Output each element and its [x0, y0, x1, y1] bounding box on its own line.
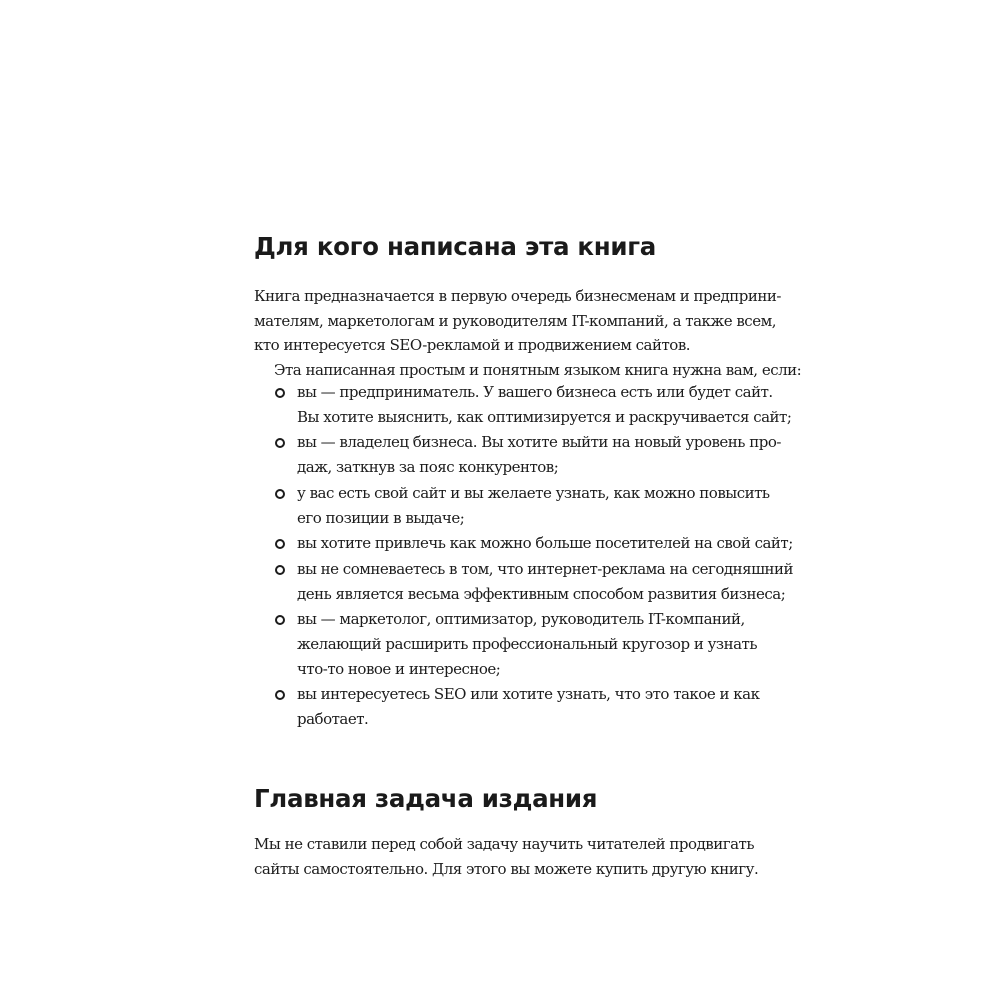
- list-item-line: у вас есть свой сайт и вы желаете узнать, как можно повысить: [297, 483, 770, 502]
- list-item-line: его позиции в выдаче;: [297, 508, 465, 527]
- audience-intro-paragraph: [254, 284, 802, 383]
- circle-bullet-icon: [275, 565, 285, 575]
- circle-bullet-icon: [275, 615, 285, 625]
- list-item-line: Вы хотите выяснить, как оптимизируется и раскручивается сайт;: [297, 407, 792, 426]
- circle-bullet-icon: [275, 539, 285, 549]
- section-heading-main-goal: Главная задача издания: [254, 784, 598, 813]
- list-item-line: вы не сомневаетесь в том, что интернет-реклама на сегодняшний: [297, 559, 794, 578]
- list-item-line: день является весьма эффективным способом развития бизнеса;: [297, 584, 786, 603]
- list-item: [254, 531, 793, 556]
- circle-bullet-icon: [275, 489, 285, 499]
- list-item: [254, 481, 774, 530]
- main-goal-paragraph: [254, 832, 774, 881]
- list-item: [254, 380, 792, 429]
- circle-bullet-icon: [275, 690, 285, 700]
- book-page: [254, 0, 802, 1000]
- list-item-line: вы — предприниматель. У вашего бизнеса есть или будет сайт.: [297, 383, 773, 401]
- list-item: [254, 607, 774, 681]
- paragraph-line: сайты самостоятельно. Для этого вы можете купить другую книгу.: [254, 859, 759, 878]
- paragraph-line: мателям, маркетологам и руководителям IT-компаний, а также всем,: [254, 311, 777, 330]
- paragraph-line: Мы не ставили перед собой задачу научить читателей продвигать: [254, 835, 755, 853]
- circle-bullet-icon: [275, 438, 285, 448]
- list-item-line: что-то новое и интересное;: [297, 659, 501, 678]
- list-lead-line: Эта написанная простым и понятным языком книга нужна вам, если:: [274, 361, 802, 380]
- list-item-line: работает.: [297, 710, 369, 729]
- section-heading-audience: Для кого написана эта книга: [254, 232, 656, 261]
- audience-list: [254, 380, 794, 733]
- list-item: [254, 557, 794, 606]
- list-item-line: вы — владелец бизнеса. Вы хотите выйти на новый уровень про-: [297, 433, 781, 452]
- list-item-line: даж, заткнув за пояс конкурентов;: [297, 458, 559, 477]
- list-item-line: вы интересуетесь SEO или хотите узнать, что это такое и как: [297, 685, 760, 704]
- list-item-line: желающий расширить профессиональный кругозор и узнать: [297, 635, 758, 654]
- list-item-line: вы хотите привлечь как можно больше посетителей на свой сайт;: [297, 534, 793, 553]
- paragraph-line: Книга предназначается в первую очередь бизнесменам и предприни-: [254, 287, 781, 305]
- list-item-line: вы — маркетолог, оптимизатор, руководитель IT-компаний,: [297, 610, 745, 629]
- list-item: [254, 682, 774, 731]
- circle-bullet-icon: [275, 388, 285, 398]
- list-item: [254, 430, 781, 479]
- paragraph-line: кто интересуется SEO-рекламой и продвижением сайтов.: [254, 336, 691, 355]
